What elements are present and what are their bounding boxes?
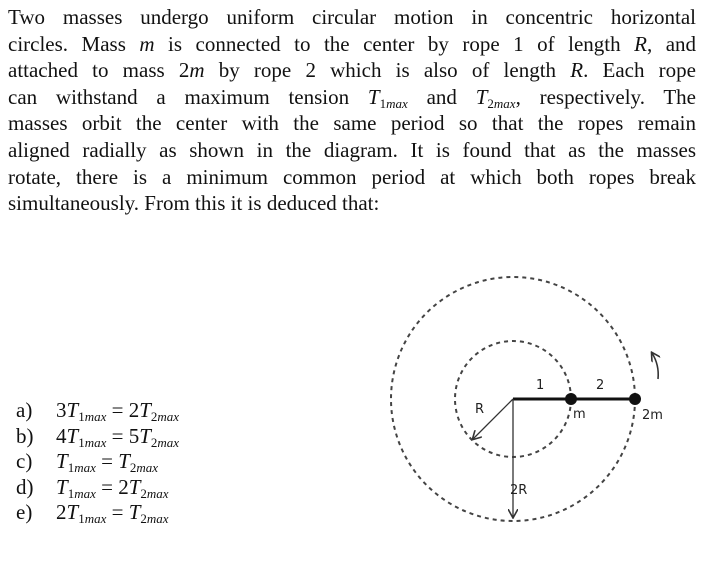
choice-e[interactable] [16,500,179,526]
problem-line-3: attached to mass 2m by rope 2 which is also of length R. Each rope [8,58,696,83]
choice-equation: $T_{1max} = T_{2max}$ [56,449,159,475]
radius-r-label: R [475,402,485,417]
problem-statement [8,4,696,217]
problem-line-1: Two masses undergo uniform circular motion in concentric horizontal [8,5,696,29]
problem-line-5: masses orbit the center with the same period so that the ropes remain [8,111,696,136]
problem-line-4: can withstand a maximum tension $T_{1max}$ and $T_{2max}$, respectively. The [8,84,697,111]
choice-label: d) [16,474,34,499]
choice-equation: $3T_{1max} = 2T_{2max}$ [56,398,180,424]
problem-line-6: aligned radially as shown in the diagram. It is found that as the masses [8,137,696,162]
mass-2m-dot [629,393,641,405]
choice-b[interactable] [16,424,179,450]
problem-line-7: rotate, there is a minimum common period at which both ropes break [8,164,696,189]
problem-line-8: simultaneously. From this it is deduced that: [8,191,380,216]
radius-2r-label: 2R [510,483,528,498]
choice-d[interactable] [16,475,179,501]
rope-2-label: 2 [596,378,605,393]
choice-label: c) [16,449,33,473]
choice-c[interactable] [16,449,179,475]
orbit-diagram [380,255,690,535]
choice-a[interactable] [16,398,179,424]
choice-equation: $4T_{1max} = 5T_{2max}$ [56,423,180,450]
problem-line-2: circles. Mass m is connected to the center by rope 1 of length R, and [8,31,697,56]
rotation-direction-arrow [652,353,658,379]
choice-label: b) [16,423,34,448]
choice-equation: $T_{1max} = 2T_{2max}$ [56,474,169,501]
choice-label: e) [16,500,33,524]
choice-equation: $2T_{1max} = T_{2max}$ [56,500,169,526]
rope-1-label: 1 [536,378,545,393]
mass-m-label: m [573,407,586,422]
mass-m-dot [565,393,577,405]
choice-label: a) [16,398,33,422]
answer-choices [16,398,179,526]
mass-2m-label: 2m [642,408,663,423]
